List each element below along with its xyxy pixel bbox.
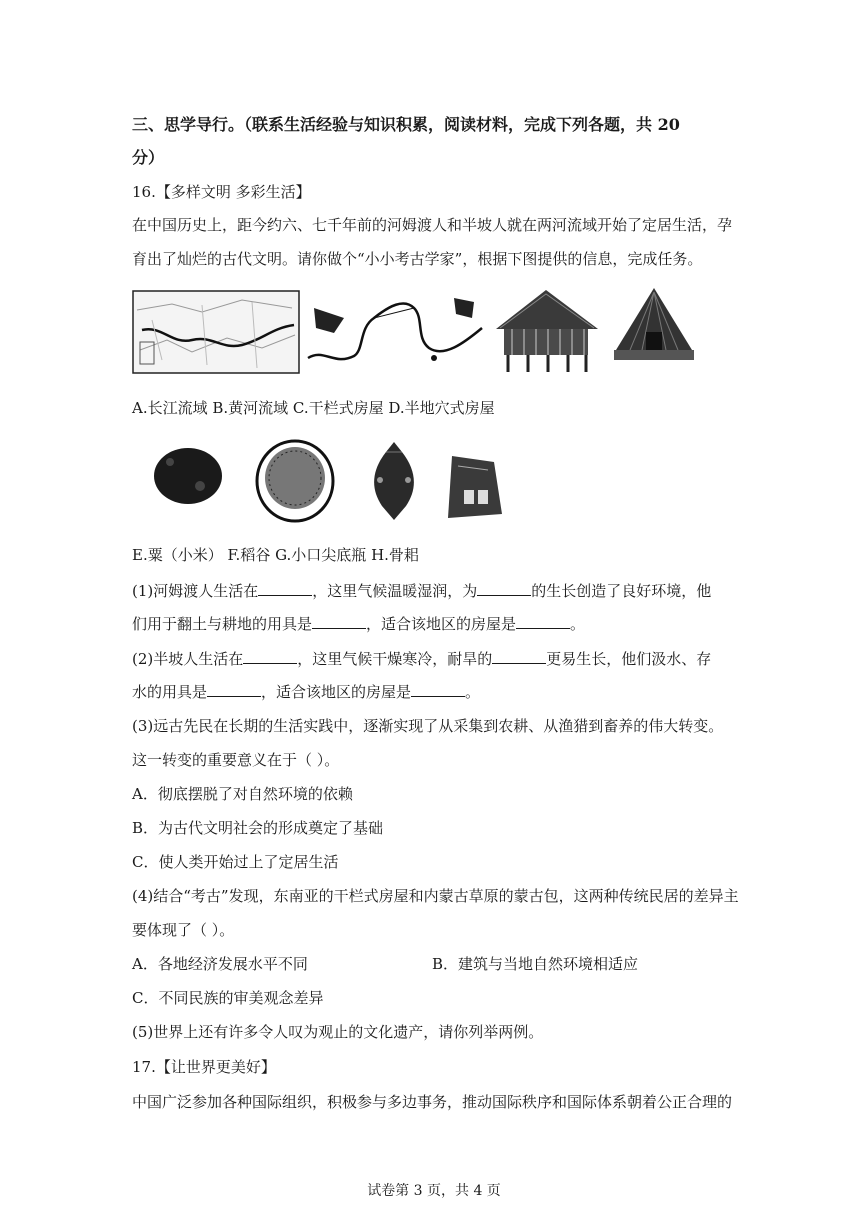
q16-part2-text-f: 。 — [465, 683, 481, 701]
answer-blank[interactable] — [312, 614, 366, 629]
q17-line1: 中国广泛参加各种国际组织，积极参与多边事务，推动国际秩序和国际体系朝着公正合理的 — [132, 1093, 733, 1111]
q16-intro-line1: 在中国历史上，距今约六、七千年前的河姆渡人和半坡人就在两河流域开始了定居生活，孕 — [132, 216, 733, 234]
q16-part2-text-b: ，这里气候干燥寒冷，耐旱的 — [297, 650, 493, 668]
q16-part2-text-d: 水的用具是 — [132, 683, 208, 701]
rice-grain-image — [255, 438, 335, 524]
q16-part4-option-c[interactable]: C．不同民族的审美观念差异 — [132, 989, 324, 1007]
q16-part1-text-e: ，适合该地区的房屋是 — [366, 615, 517, 633]
section-title-line1: 三、思学导行。（联系生活经验与知识积累，阅读材料，完成下列各题，共 20 — [132, 115, 680, 134]
answer-blank[interactable] — [207, 682, 261, 697]
q16-part1-text-c: 的生长创造了良好环境，他 — [531, 582, 712, 600]
answer-blank[interactable] — [258, 581, 312, 596]
q16-part2-line1 — [132, 649, 711, 669]
q16-part2-text-c: 更易生长，他们汲水、存 — [546, 650, 712, 668]
q16-part2-line2 — [132, 682, 480, 702]
answer-blank[interactable] — [411, 682, 465, 697]
q16-part3-line1: (3)远古先民在长期的生活实践中，逐渐实现了从采集到农耕、从渔猎到畜养的伟大转变。 — [132, 717, 724, 735]
pointed-bottle-image — [366, 440, 422, 522]
bone-spade-image — [444, 452, 504, 522]
q16-part3-option-b[interactable]: B．为古代文明社会的形成奠定了基础 — [132, 819, 384, 837]
q16-part1-text-f: 。 — [570, 615, 586, 633]
q16-intro-line2: 育出了灿烂的古代文明。请你做个“小小考古学家”，根据下图提供的信息，完成任务。 — [132, 250, 703, 268]
q16-heading: 16.【多样文明 多彩生活】 — [132, 183, 311, 201]
q16-part3-option-c[interactable]: C．使人类开始过上了定居生活 — [132, 853, 339, 871]
section-title-line2: 分） — [132, 148, 165, 167]
yellow-river-map-image — [304, 288, 486, 376]
answer-blank[interactable] — [477, 581, 531, 596]
semi-pit-house-image — [612, 284, 696, 364]
q16-part1-text-a: (1)河姆渡人生活在 — [132, 582, 259, 600]
answer-blank[interactable] — [492, 649, 546, 664]
page-footer: 试卷第 3 页，共 4 页 — [367, 1183, 501, 1199]
q16-part1-line2 — [132, 614, 585, 634]
q16-part1-line1 — [132, 581, 711, 601]
answer-blank[interactable] — [516, 614, 570, 629]
row1-caption: A.长江流域 B.黄河流域 C.干栏式房屋 D.半地穴式房屋 — [132, 399, 495, 417]
row2-caption: E.粟（小米） F.稻谷 G.小口尖底瓶 H.骨耜 — [132, 546, 419, 564]
q16-part1-text-b: ，这里气候温暖湿润，为 — [312, 582, 478, 600]
yangtze-map-image — [132, 290, 300, 374]
q16-part3-line2: 这一转变的重要意义在于（ ）。 — [132, 751, 340, 769]
q16-part2-text-a: (2)半坡人生活在 — [132, 650, 244, 668]
q16-part4-option-a[interactable]: A．各地经济发展水平不同 — [132, 955, 308, 973]
q16-part2-text-e: ，适合该地区的房屋是 — [261, 683, 412, 701]
stilt-house-image — [486, 284, 606, 376]
q16-part1-text-d: 们用于翻土与耕地的用具是 — [132, 615, 313, 633]
q16-part4-option-b[interactable]: B．建筑与当地自然环境相适应 — [432, 955, 639, 973]
millet-image — [150, 442, 226, 508]
q17-heading: 17.【让世界更美好】 — [132, 1058, 276, 1076]
q16-part4-line1: (4)结合“考古”发现，东南亚的干栏式房屋和内蒙古草原的蒙古包，这两种传统民居的差异主 — [132, 887, 739, 905]
answer-blank[interactable] — [243, 649, 297, 664]
q16-part3-option-a[interactable]: A．彻底摆脱了对自然环境的依赖 — [132, 785, 353, 803]
q16-part5: (5)世界上还有许多令人叹为观止的文化遗产，请你列举两例。 — [132, 1023, 544, 1041]
q16-part4-line2: 要体现了（ ）。 — [132, 921, 235, 939]
